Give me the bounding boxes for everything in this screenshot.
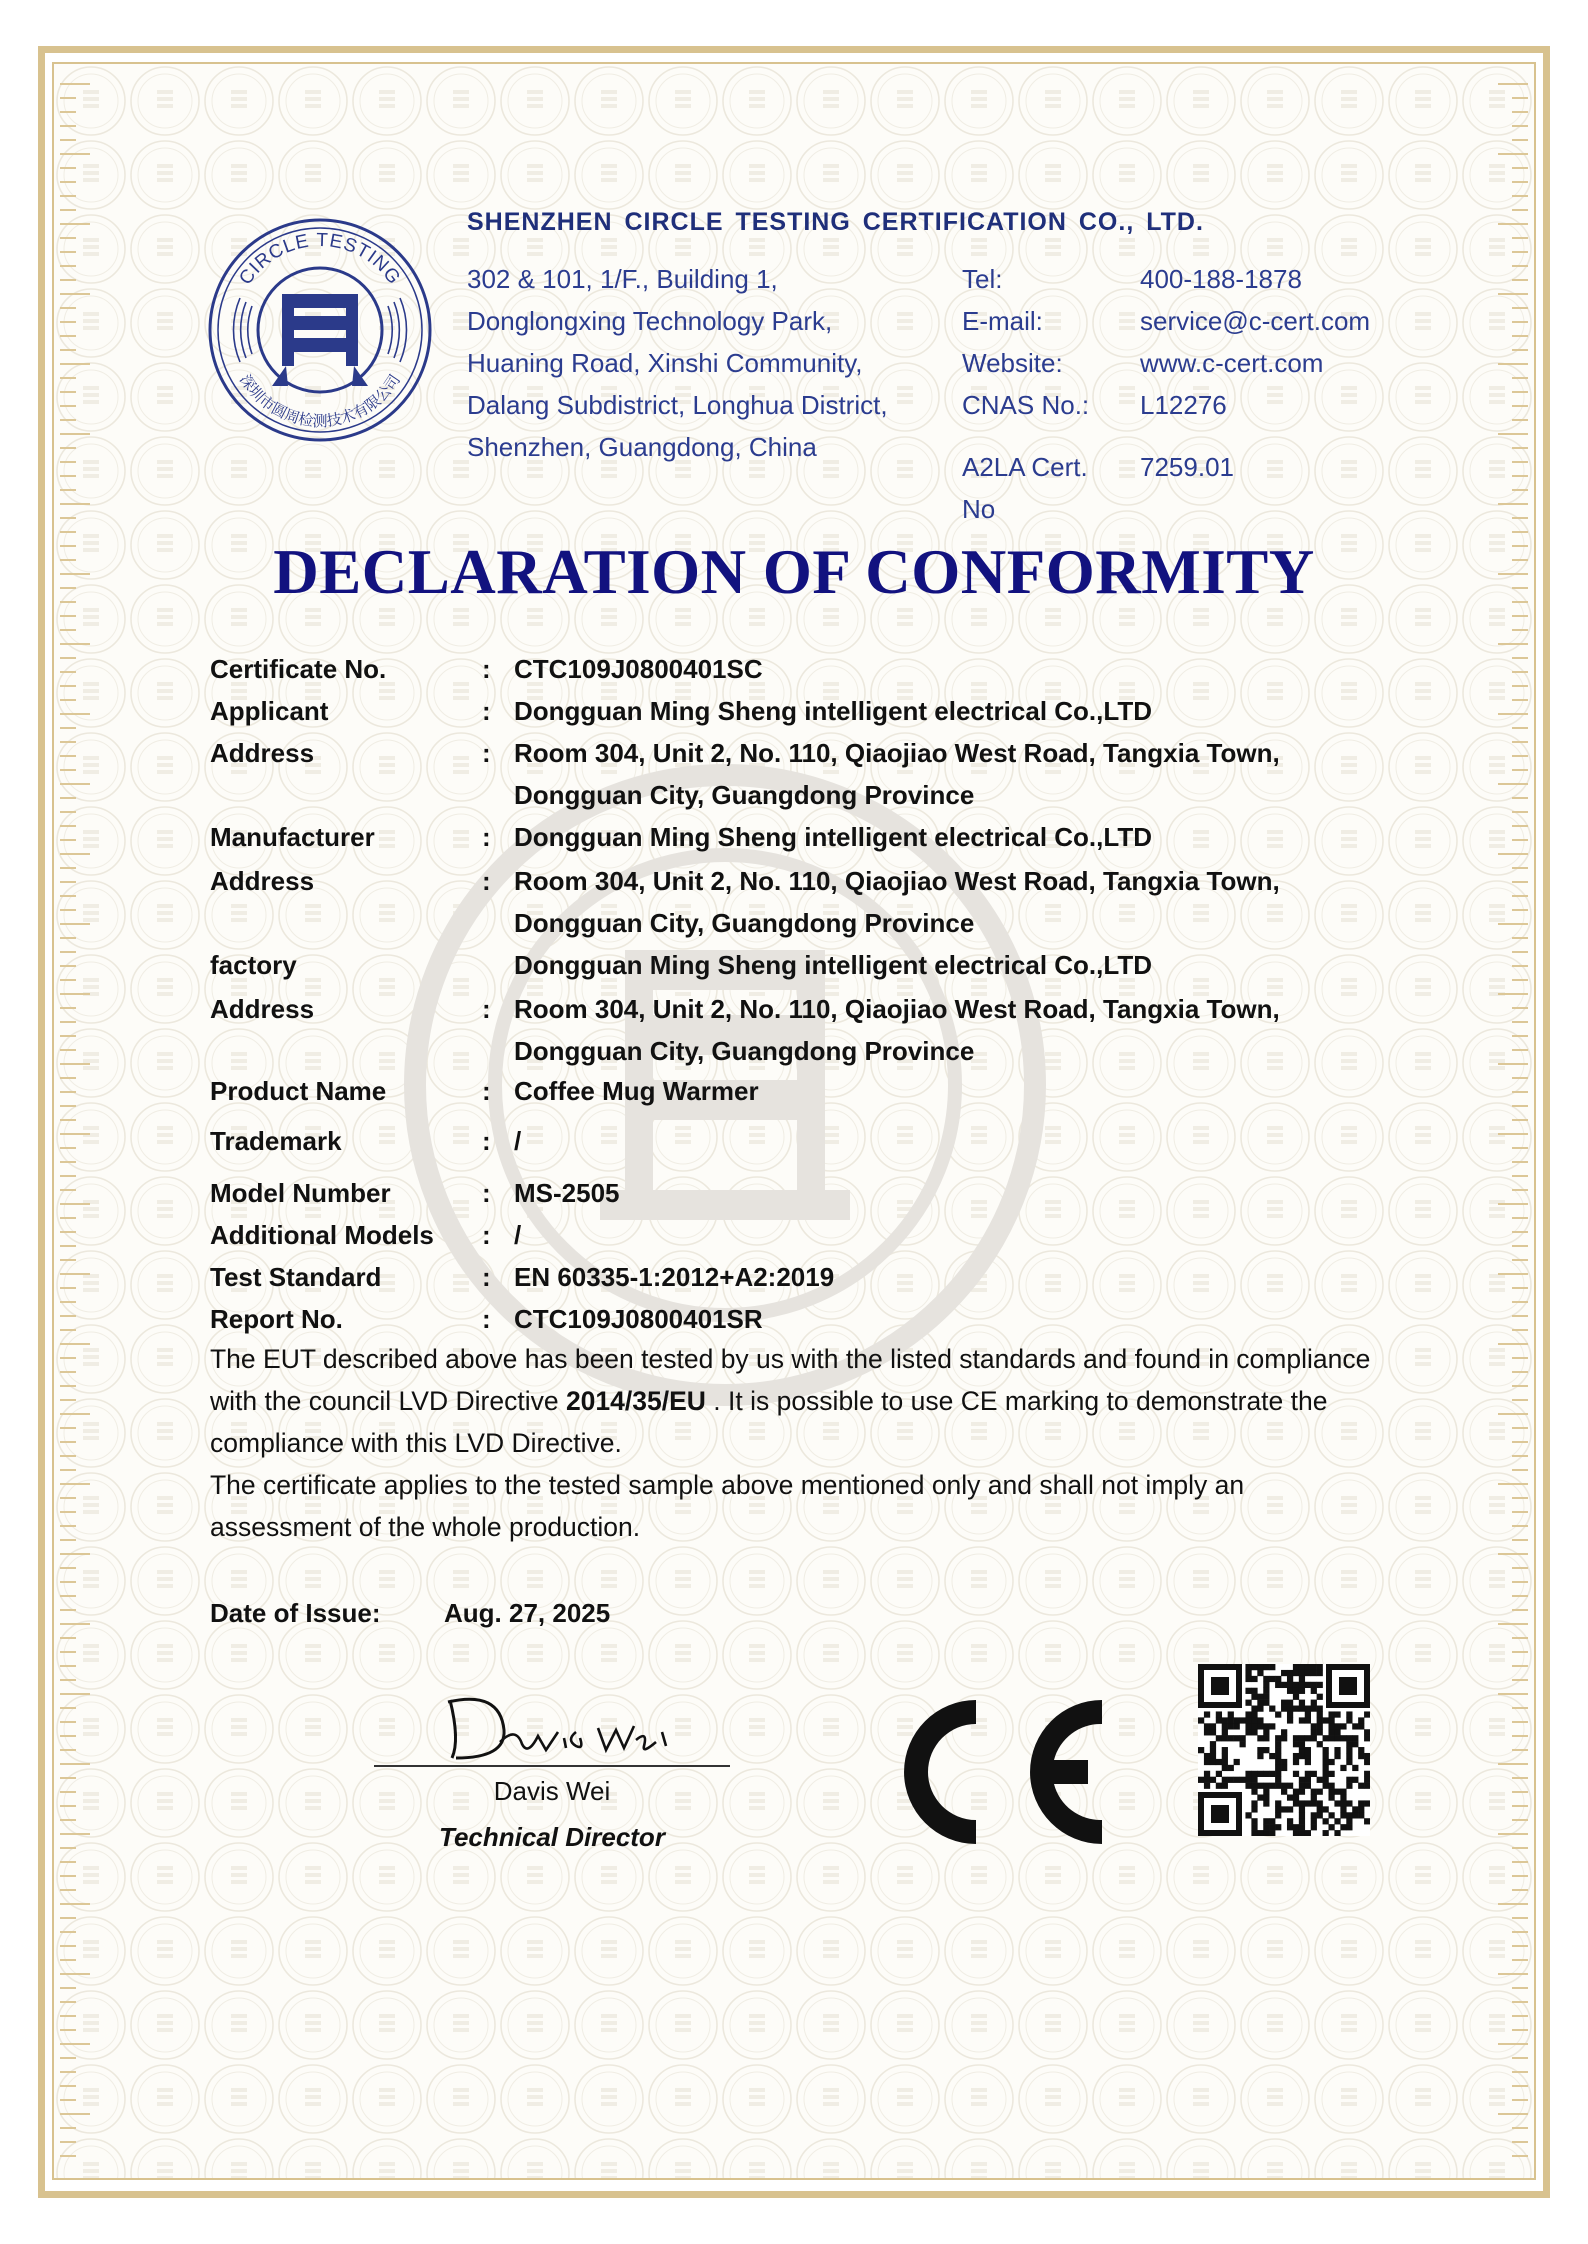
field-colon: : xyxy=(482,1076,491,1106)
company-seal xyxy=(206,216,434,444)
statement-text: with the council LVD Directive xyxy=(210,1386,566,1416)
report-no-label: Report No. xyxy=(210,1304,343,1334)
product-name-value: Coffee Mug Warmer xyxy=(514,1076,759,1106)
manufacturer-value: Dongguan Ming Sheng intelligent electrical Co.,LTD xyxy=(514,822,1152,852)
signature-line xyxy=(374,1765,730,1767)
seal-chinese-text: 深圳市圆周检测技术有限公司 xyxy=(236,371,404,430)
manufacturer-address-line1: Room 304, Unit 2, No. 110, Qiaojiao West Road, Tangxia Town, xyxy=(514,866,1280,896)
manufacturer-address-line2: Dongguan City, Guangdong Province xyxy=(514,908,975,938)
website-value: www.c-cert.com xyxy=(1140,348,1324,378)
factory-label: factory xyxy=(210,950,297,980)
statement-line: assessment of the whole production. xyxy=(210,1512,641,1542)
a2la-value: 7259.01 xyxy=(1140,452,1234,482)
company-name: SHENZHEN CIRCLE TESTING CERTIFICATION CO., LTD. xyxy=(467,208,1204,236)
field-colon: : xyxy=(482,1220,491,1250)
trademark-value: / xyxy=(514,1126,522,1156)
company-address-line: 302 & 101, 1/F., Building 1, xyxy=(467,264,778,294)
applicant-address-line1: Room 304, Unit 2, No. 110, Qiaojiao West Road, Tangxia Town, xyxy=(514,738,1280,768)
statement-text: . It is possible to use CE marking to demonstrate the xyxy=(705,1386,1328,1416)
date-of-issue-label: Date of Issue: xyxy=(210,1598,381,1628)
ce-mark-icon xyxy=(892,1694,1110,1850)
email-value: service@c-cert.com xyxy=(1140,306,1371,336)
field-colon: : xyxy=(482,1126,491,1156)
manufacturer-label: Manufacturer xyxy=(210,822,375,852)
tel-value: 400-188-1878 xyxy=(1140,264,1302,294)
model-number-value: MS-2505 xyxy=(514,1178,620,1208)
a2la-label-cont: No xyxy=(962,494,996,524)
email-label: E-mail: xyxy=(962,306,1043,336)
cnas-value: L12276 xyxy=(1140,390,1227,420)
trademark-label: Trademark xyxy=(210,1126,342,1156)
document-title: DECLARATION OF CONFORMITY xyxy=(273,537,1315,607)
a2la-label: A2LA Cert. xyxy=(962,452,1088,482)
statement-line: compliance with this LVD Directive. xyxy=(210,1428,622,1458)
test-standard-label: Test Standard xyxy=(210,1262,382,1292)
date-of-issue-value: Aug. 27, 2025 xyxy=(444,1598,611,1628)
report-no-value: CTC109J0800401SR xyxy=(514,1304,763,1334)
seal-arc-text: CIRCLE TESTING xyxy=(235,229,405,289)
product-name-label: Product Name xyxy=(210,1076,387,1106)
svg-text:深圳市圆周检测技术有限公司 xyxy=(236,371,404,430)
field-colon: : xyxy=(482,1178,491,1208)
company-address-line: Huaning Road, Xinshi Community, xyxy=(467,348,863,378)
circle-testing-logo-icon xyxy=(206,216,434,444)
manufacturer-address-label: Address xyxy=(210,866,315,896)
factory-address-line1: Room 304, Unit 2, No. 110, Qiaojiao West Road, Tangxia Town, xyxy=(514,994,1280,1024)
field-colon: : xyxy=(482,994,491,1024)
factory-address-label: Address xyxy=(210,994,315,1024)
signer-title: Technical Director xyxy=(439,1822,665,1852)
additional-models-value: / xyxy=(514,1220,522,1250)
field-colon: : xyxy=(482,822,491,852)
model-number-label: Model Number xyxy=(210,1178,391,1208)
applicant-address-line2: Dongguan City, Guangdong Province xyxy=(514,780,975,810)
field-colon: : xyxy=(482,866,491,896)
test-standard-value: EN 60335-1:2012+A2:2019 xyxy=(514,1262,835,1292)
applicant-label: Applicant xyxy=(210,696,329,726)
statement-line: The EUT described above has been tested by us with the listed standards and found in compliance xyxy=(210,1344,1371,1374)
field-colon: : xyxy=(482,654,491,684)
factory-address-line2: Dongguan City, Guangdong Province xyxy=(514,1036,975,1066)
applicant-value: Dongguan Ming Sheng intelligent electrical Co.,LTD xyxy=(514,696,1152,726)
signer-name: Davis Wei xyxy=(493,1776,611,1806)
field-colon: : xyxy=(482,1262,491,1292)
certificate-no-value: CTC109J0800401SC xyxy=(514,654,763,684)
cnas-label: CNAS No.: xyxy=(962,390,1090,420)
applicant-address-label: Address xyxy=(210,738,315,768)
factory-value: Dongguan Ming Sheng intelligent electrical Co.,LTD xyxy=(514,950,1152,980)
statement-line: The certificate applies to the tested sample above mentioned only and shall not imply an xyxy=(210,1470,1245,1500)
handwritten-signature xyxy=(430,1680,670,1770)
website-label: Website: xyxy=(962,348,1063,378)
company-address-line: Donglongxing Technology Park, xyxy=(467,306,833,336)
certificate-no-label: Certificate No. xyxy=(210,654,387,684)
field-colon: : xyxy=(482,738,491,768)
tel-label: Tel: xyxy=(962,264,1003,294)
company-address-line: Dalang Subdistrict, Longhua District, xyxy=(467,390,888,420)
company-address-line: Shenzhen, Guangdong, China xyxy=(467,432,817,462)
additional-models-label: Additional Models xyxy=(210,1220,434,1250)
directive-number: 2014/35/EU xyxy=(565,1386,706,1416)
qr-code xyxy=(1198,1664,1370,1836)
field-colon: : xyxy=(482,696,491,726)
field-colon: : xyxy=(482,1304,491,1334)
statement-line xyxy=(210,1386,1327,1417)
